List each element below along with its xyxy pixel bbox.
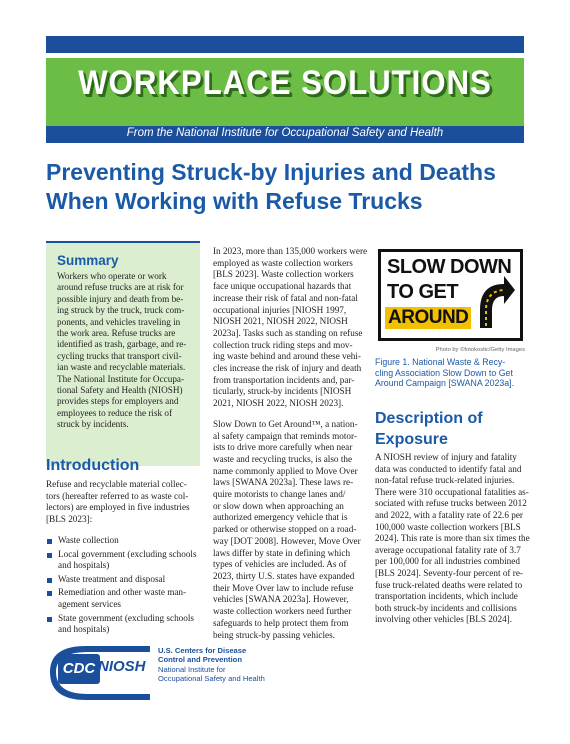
summary-line: the work area. Refuse trucks are bbox=[57, 328, 176, 339]
text-line: waste collection workers need further bbox=[213, 606, 352, 617]
page-title-line2: When Working with Refuse Trucks bbox=[46, 188, 423, 214]
list-item bbox=[46, 613, 204, 636]
figure-sign-image bbox=[375, 243, 525, 345]
text-line: fuse truck-related deaths were related to bbox=[375, 579, 523, 590]
footer-line: Occupational Safety and Health bbox=[158, 673, 265, 683]
summary-line: around refuse trucks are at risk for bbox=[57, 282, 184, 293]
text-line: 2023, thirty U.S. states have expanded bbox=[213, 570, 355, 581]
banner-subtitle: From the National Institute for Occupational Safety and Health bbox=[126, 127, 444, 139]
text-line: laws differ by state in defining which bbox=[213, 547, 351, 558]
text-line: A NIOSH review of injury and fatality bbox=[375, 452, 517, 462]
list-item bbox=[46, 549, 204, 572]
text-line: authorized emergency vehicle that is bbox=[213, 512, 348, 523]
text-line: [BLS 2023]. Waste collection workers bbox=[213, 269, 354, 280]
introduction-text bbox=[46, 479, 200, 525]
industry-list bbox=[46, 535, 204, 638]
list-item-text: agement services bbox=[58, 598, 122, 609]
text-line: al safety campaign that reminds motor- bbox=[213, 430, 357, 441]
summary-heading: Summary bbox=[57, 253, 119, 268]
introduction-heading: Introduction bbox=[46, 457, 140, 474]
sign-text: AROUND bbox=[385, 307, 471, 329]
text-line: cles increase the risk of injury and death bbox=[213, 363, 362, 374]
text-line: [BLS 2024]. Seventy-four percent of re- bbox=[375, 567, 523, 578]
list-item-text: and hospitals) bbox=[58, 560, 110, 571]
photo-credit: Photo by ©fotokostic/Getty Images bbox=[435, 347, 525, 353]
text-line: 2024]. This rate is more than six times the bbox=[375, 533, 530, 544]
text-line: and 2022, with a fatality rate of 22.6 per bbox=[375, 509, 523, 520]
summary-body bbox=[57, 271, 193, 431]
text-line: their Move Over law to include refuse bbox=[213, 582, 354, 593]
top-blue-bar bbox=[46, 36, 524, 53]
footer-line: Control and Prevention bbox=[158, 655, 242, 665]
niosh-logo: NIOSH bbox=[98, 658, 146, 675]
footer-line: National Institute for bbox=[158, 664, 226, 674]
intro-line: Refuse and recyclable material collec- bbox=[46, 479, 187, 489]
list-item bbox=[46, 587, 204, 610]
text-line: being struck-by passing vehicles. bbox=[213, 629, 335, 640]
intro-line: [BLS 2023]: bbox=[46, 513, 93, 524]
list-item-text: Waste treatment and disposal bbox=[58, 573, 166, 584]
summary-box bbox=[46, 241, 200, 466]
heading-line: Description of bbox=[375, 410, 483, 427]
text-line: both struck-by incidents and collisions bbox=[375, 602, 517, 613]
text-line: non-fatal refuse truck-related injuries. bbox=[375, 475, 515, 486]
summary-line: tional Safety and Health (NIOSH) bbox=[57, 385, 183, 396]
banner-title: WORKPLACE SOLUTIONS bbox=[78, 64, 492, 102]
cdc-logo: CDC bbox=[58, 654, 100, 684]
text-line: safeguards to help protect them from bbox=[213, 617, 349, 628]
list-item bbox=[46, 535, 204, 547]
caption-line: Around Campaign [SWANA 2023a]. bbox=[375, 378, 515, 388]
list-item-text: Local government (excluding schools bbox=[58, 548, 197, 559]
paragraph bbox=[213, 419, 365, 641]
caption-line: Figure 1. National Waste & Recy- bbox=[375, 357, 506, 367]
text-line: There were 310 occupational fatalities as- bbox=[375, 486, 529, 497]
text-line: 100,000 waste collection workers [BLS bbox=[375, 521, 521, 532]
summary-line: ian waste and recyclable materials. bbox=[57, 362, 186, 373]
list-item-text: State government (excluding schools bbox=[58, 612, 194, 623]
summary-line: provides steps for employers and bbox=[57, 396, 179, 407]
text-line: sociated with refuse trucks between 2012 bbox=[375, 498, 527, 509]
text-line: collection truck riding steps and mov- bbox=[213, 339, 353, 350]
text-line: way [DOT 2008]. However, Move Over bbox=[213, 535, 361, 546]
summary-line: possible injury and death from be- bbox=[57, 293, 184, 304]
sign-text: TO GET bbox=[387, 281, 459, 303]
figure-caption bbox=[375, 357, 527, 389]
page-title-line1: Preventing Struck-by Injuries and Deaths bbox=[46, 159, 496, 185]
page-title bbox=[46, 158, 526, 216]
text-line: parked or otherwise stopped on a road- bbox=[213, 524, 357, 535]
subtitle-bar bbox=[46, 126, 524, 143]
text-line: transportation incidents, which include bbox=[375, 591, 518, 602]
list-item-text: and hospitals) bbox=[58, 624, 110, 635]
text-line: NIOSH 2021, NIOSH 2022, NIOSH bbox=[213, 316, 348, 327]
text-line: data was conducted to identify fatal and bbox=[375, 463, 522, 474]
text-line: increase their risk of fatal and non-fatal bbox=[213, 292, 358, 303]
text-line: types of vehicles are included. As of bbox=[213, 559, 347, 570]
text-line: laws [SWANA 2023a]. These laws re- bbox=[213, 477, 354, 488]
text-line: name commonly applied to Move Over bbox=[213, 465, 358, 476]
text-line: face unique occupational hazards that bbox=[213, 281, 352, 292]
footer-line: U.S. Centers for Disease bbox=[158, 646, 247, 655]
text-line: 2023a]. Tasks such as standing on refuse bbox=[213, 327, 363, 338]
text-line: In 2023, more than 135,000 workers were bbox=[213, 246, 368, 256]
header-banner bbox=[46, 58, 524, 126]
text-line: 2021, NIOSH 2022, NIOSH 2023]. bbox=[213, 398, 344, 409]
text-line: involving other vehicles [BLS 2024]. bbox=[375, 614, 513, 625]
text-line: per 100,000 for all industries combined bbox=[375, 556, 520, 567]
list-item bbox=[46, 574, 204, 586]
cdc-niosh-logo bbox=[46, 642, 152, 704]
summary-line: ponents, and vehicles traveling in bbox=[57, 316, 181, 327]
text-line: or slow down when approaching an bbox=[213, 500, 344, 511]
summary-line: cycling trucks that transport civil- bbox=[57, 350, 182, 361]
summary-line: identified as trash, garbage, and re- bbox=[57, 339, 187, 350]
text-line: average occupational fatality rate of 3.7 bbox=[375, 544, 521, 555]
exposure-heading bbox=[375, 408, 483, 450]
intro-line: tors (hereafter referred to as waste col- bbox=[46, 490, 189, 501]
text-line: occupational injuries [NIOSH 1997, bbox=[213, 304, 347, 315]
list-item-text: Remediation and other waste man- bbox=[58, 587, 187, 598]
curved-arrow-icon bbox=[478, 274, 516, 328]
text-line: vehicles [SWANA 2023a]. However, bbox=[213, 594, 349, 605]
caption-line: cling Association Slow Down to Get bbox=[375, 367, 513, 378]
text-line: ticularly, struck-by incidents [NIOSH bbox=[213, 386, 352, 397]
paragraph bbox=[213, 246, 368, 410]
text-line: quire motorists to change lanes and/ bbox=[213, 489, 346, 500]
text-line: ists to drive more carefully when near bbox=[213, 442, 353, 453]
summary-line: employees to reduce the risk of bbox=[57, 407, 173, 418]
text-line: from transportation incidents and, par- bbox=[213, 374, 355, 385]
summary-line: Workers who operate or work bbox=[57, 271, 167, 281]
intro-line: lectors) are employed in five industries bbox=[46, 502, 190, 513]
column-two-text bbox=[213, 246, 368, 650]
list-item-text: Waste collection bbox=[58, 535, 119, 545]
exposure-text bbox=[375, 452, 530, 626]
footer-agency-text bbox=[158, 646, 265, 683]
text-line: ing waste behind and around these vehi- bbox=[213, 351, 361, 362]
summary-line: The National Institute for Occupa- bbox=[57, 373, 185, 384]
text-line: Slow Down to Get Around™, a nation- bbox=[213, 418, 358, 429]
text-line: waste and recycling trucks, is also the bbox=[213, 453, 353, 464]
summary-line: ing struck by the truck, truck com- bbox=[57, 305, 185, 316]
heading-line: Exposure bbox=[375, 431, 448, 448]
text-line: employed as waste collection workers bbox=[213, 257, 353, 268]
summary-line: struck by incidents. bbox=[57, 419, 129, 430]
sign-text: SLOW DOWN bbox=[387, 256, 512, 278]
slow-down-sign bbox=[378, 249, 523, 341]
